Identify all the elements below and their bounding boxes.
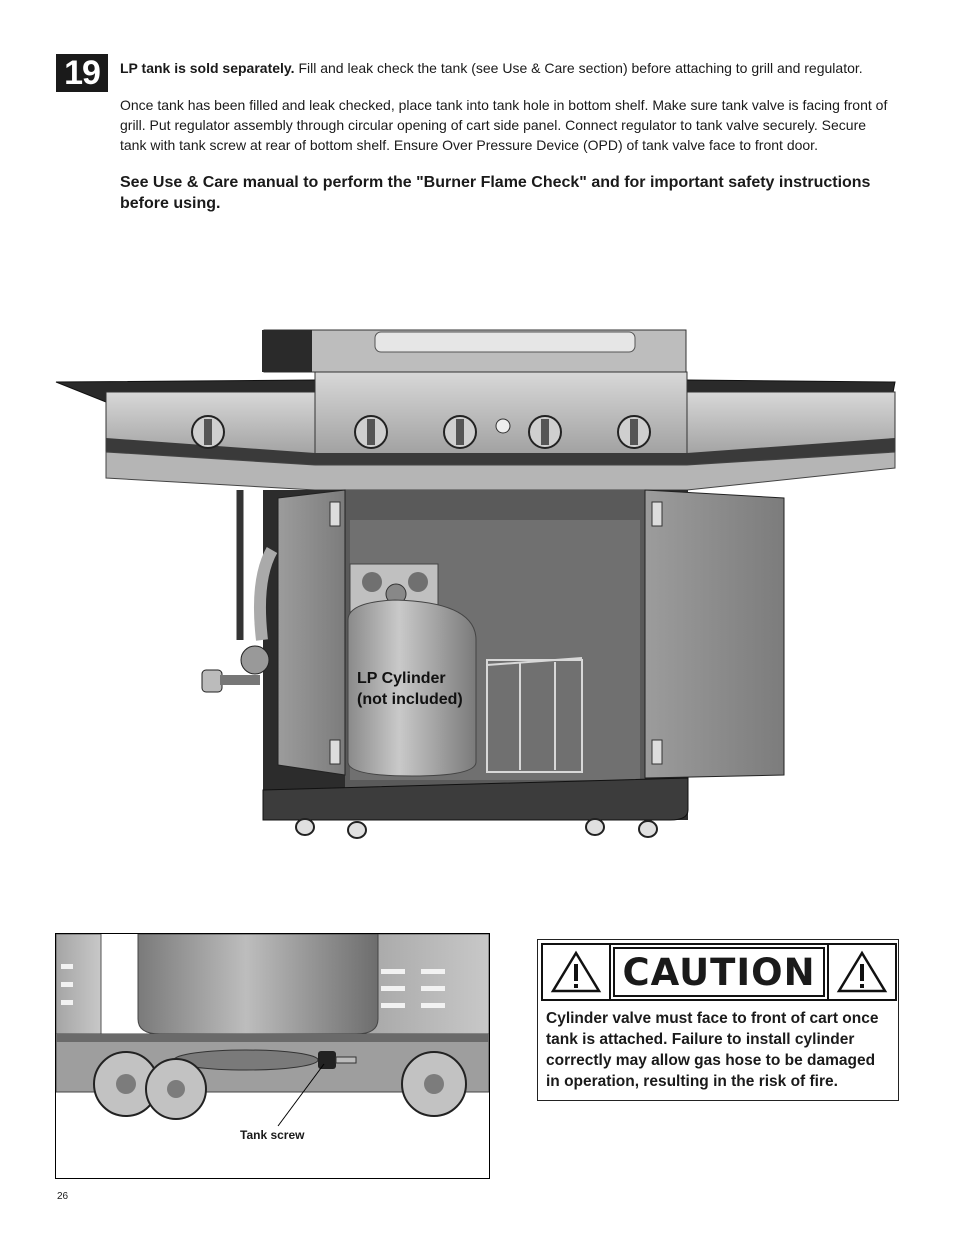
caution-title: CAUTION	[613, 947, 825, 997]
lead-rest-text: Fill and leak check the tank (see Use & Care section) before attaching to grill and regulator.	[294, 60, 863, 76]
lead-bold-text: LP tank is sold separately.	[120, 60, 295, 76]
caution-message: Cylinder valve must face to front of cart once tank is attached. Failure to install cylinder correctly may allow gas hose to be damaged in operation, resulting in the risk of fire.	[546, 1010, 879, 1090]
caution-header	[541, 943, 897, 1001]
warning-triangle-icon-right	[827, 945, 895, 999]
tank-screw-label: Tank screw	[240, 1128, 305, 1142]
instruction-paragraph-2: Once tank has been filled and leak checked, place tank into tank hole in bottom shelf. Make sure tank valve is facing front of grill. Put regulator assembly through circular opening of cart side panel. Connect regulator to tank valve securely. Secure tank with tank screw at rear of bottom shelf. Ensure Over Pressure Device (OPD) of tank valve face to front door.	[120, 97, 888, 153]
callout-line-2: (not included)	[357, 691, 463, 708]
lp-cylinder-callout	[357, 668, 487, 710]
page-number: 26	[57, 1191, 69, 1202]
callout-line-1: LP Cylinder	[357, 670, 446, 687]
step-number-badge: 19	[56, 54, 108, 92]
grill-illustration	[50, 320, 910, 850]
instruction-paragraph-1	[120, 58, 895, 78]
instructions-block	[120, 58, 895, 231]
safety-warning-text: See Use & Care manual to perform the "Burner Flame Check" and for important safety instructions before using.	[120, 174, 871, 212]
caution-box	[537, 939, 899, 1101]
tank-screw-detail-inset	[55, 933, 490, 1179]
warning-triangle-icon-left	[543, 945, 611, 999]
